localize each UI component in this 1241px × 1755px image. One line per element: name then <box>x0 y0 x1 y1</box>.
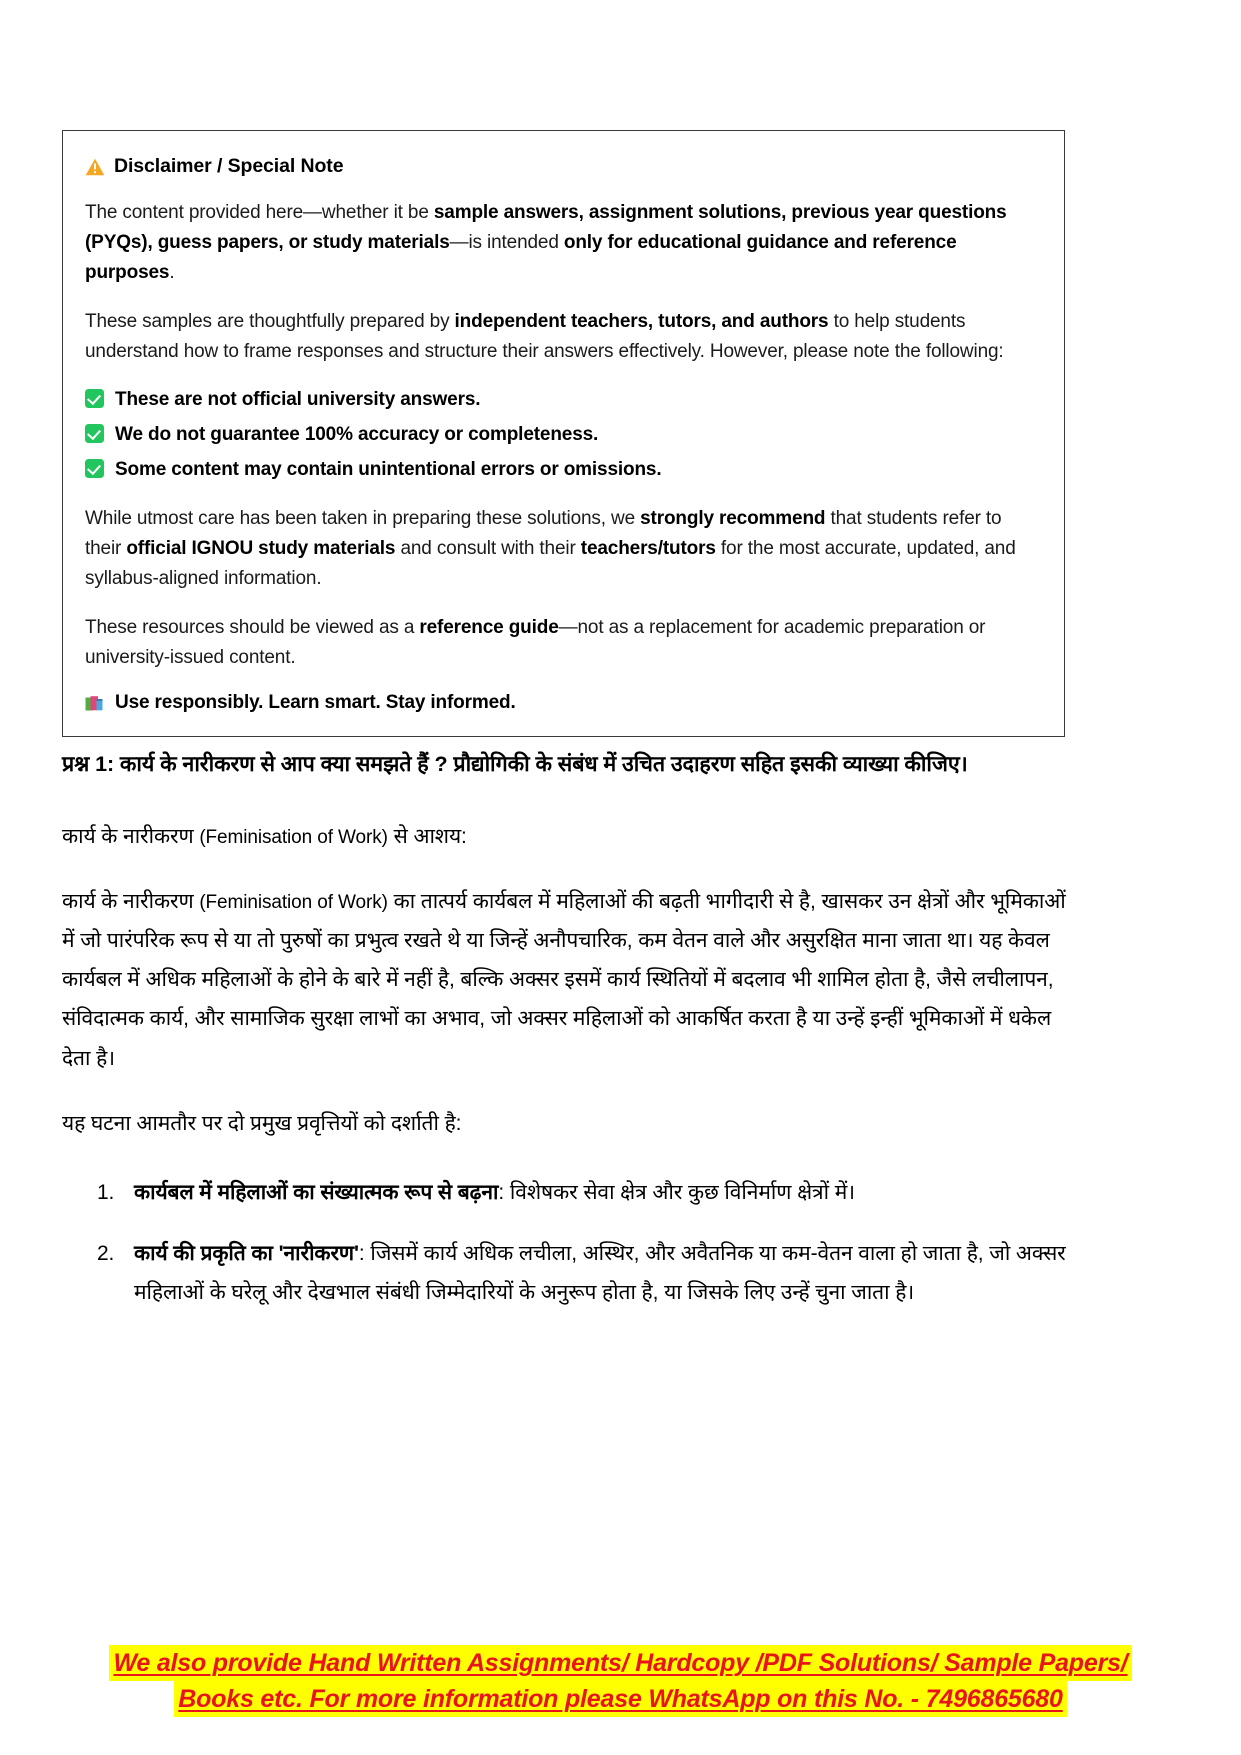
list-item-1-rest: : जिसमें कार्य अधिक लचीला, अस्थिर, और अवैतनिक या कम-वेतन वाला हो जाता है, जो अक्सर महिलाओं के घरेलू और देखभाल संबंधी जिम्मेदारियों के अनुरूप होता है, या जिसके लिए उन्हें चुना जाता है। <box>134 1241 1066 1304</box>
disc-p1-text-b: —is intended <box>449 232 564 254</box>
green-check-icon <box>85 424 104 443</box>
disclaimer-title-row <box>85 155 1040 178</box>
disclaimer-final-text: Use responsibly. Learn smart. Stay informed. <box>115 691 516 713</box>
disc-p3-text-b: that students refer to their <box>85 507 1002 559</box>
answer-numbered-list <box>62 1173 1072 1312</box>
promo-footer-line-1-wrap <box>0 1645 1241 1681</box>
para1-pre: कार्य के नारीकरण <box>62 890 200 914</box>
disc-p3-text-a: While utmost care has been taken in preparing these solutions, we <box>85 507 641 529</box>
para1-post: का तात्पर्य कार्यबल में महिलाओं की बढ़ती भागीदारी से है, खासकर उन क्षेत्रों और भूमिकाओं में जो पारंपरिक रूप से या तो पुरुषों का प्रभुत्व रखते थे या जिन्हें अनौपचारिक, कम वेतन वाले और असुरक्षित माना जाता था। यह केवल कार्यबल में अधिक महिलाओं के होने के बारे में नहीं है, बल्कि अक्सर इसमें कार्य स्थितियों में बदलाव भी शामिल होता है, जैसे लचीलापन, संविदात्मक कार्य, और सामाजिक सुरक्षा लाभों का अभाव, जो अक्सर महिलाओं को आकर्षित करता है या उन्हें इन्हीं भूमिकाओं में धकेल देता है। <box>62 890 1066 1070</box>
promo-footer-line-2-wrap <box>0 1681 1241 1717</box>
checklist-item <box>85 456 1040 485</box>
checklist-item-label: These are not official university answers. <box>115 389 481 411</box>
promo-footer-line-1: We also provide Hand Written Assignments/ Hardcopy /PDF Solutions/ Sample Papers/ <box>109 1645 1131 1681</box>
intro-latin-term: (Feminisation of Work) <box>199 827 388 849</box>
answer-paragraph-2: यह घटना आमतौर पर दो प्रमुख प्रवृत्तियों को दर्शाती है: <box>62 1111 462 1135</box>
disclaimer-paragraph-3 <box>85 504 1040 594</box>
intro-post: से आशय: <box>387 825 467 849</box>
checklist-item <box>85 386 1040 415</box>
disc-p3-text-d: for the most accurate, updated, and syllabus-aligned information. <box>85 537 1016 589</box>
disc-p1-bold-b: only for educational guidance and reference purposes <box>85 232 957 284</box>
disclaimer-paragraph-2 <box>85 307 1040 367</box>
disc-p3-text-c: and consult with their <box>395 537 581 559</box>
disclaimer-checklist <box>85 386 1040 485</box>
disc-p3-bold-a: strongly recommend <box>640 507 826 529</box>
list-item-0-rest: : विशेषकर सेवा क्षेत्र और कुछ विनिर्माण क्षेत्रों में। <box>498 1180 856 1204</box>
disclaimer-paragraph-4 <box>85 613 1040 673</box>
warning-triangle-icon <box>85 158 105 176</box>
disc-p1-text-c: . <box>169 262 175 284</box>
disc-p4-text-a: These resources should be viewed as a <box>85 616 420 638</box>
intro-pre: कार्य के नारीकरण <box>62 825 200 849</box>
disclaimer-title-text: Disclaimer / Special Note <box>114 155 344 177</box>
disclaimer-final-line <box>85 692 1040 714</box>
checklist-item-label: Some content may contain unintentional errors or omissions. <box>115 458 662 480</box>
disc-p4-text-b: —not as a replacement for academic preparation or university-issued content. <box>85 616 986 668</box>
disc-p2-bold-a: independent teachers, tutors, and authors <box>454 311 829 333</box>
answer-content <box>62 745 1072 1334</box>
disc-p2-text-a: These samples are thoughtfully prepared by <box>85 311 455 333</box>
list-item <box>120 1234 1072 1312</box>
para1-latin-term: (Feminisation of Work) <box>199 892 388 914</box>
disc-p1-bold-a: sample answers, assignment solutions, previous year questions (PYQs), guess papers, or study materials <box>85 202 1007 254</box>
answer-intro-line <box>62 817 1072 856</box>
disclaimer-paragraph-1 <box>85 198 1040 288</box>
disc-p1-text-a: The content provided here—whether it be <box>85 202 434 223</box>
list-item-1-bold: कार्य की प्रकृति का 'नारीकरण' <box>134 1241 359 1265</box>
list-item-0-bold: कार्यबल में महिलाओं का संख्यात्मक रूप से बढ़ना <box>134 1180 499 1204</box>
books-icon <box>85 694 105 712</box>
promo-footer <box>0 1645 1241 1717</box>
checklist-item-label: We do not guarantee 100% accuracy or completeness. <box>115 423 599 445</box>
question-heading: प्रश्न 1: कार्य के नारीकरण से आप क्या समझते हैं ? प्रौद्योगिकी के संबंध में उचित उदाहरण सहित इसकी व्याख्या कीजिए। <box>62 752 968 776</box>
list-item <box>120 1173 1072 1212</box>
answer-paragraph-1 <box>62 882 1072 1077</box>
disclaimer-box <box>62 130 1065 737</box>
disc-p2-text-b: to help students understand how to frame responses and structure their answers effectively. However, please note the following: <box>85 311 1004 363</box>
green-check-icon <box>85 459 104 478</box>
disc-p3-bold-c: teachers/tutors <box>580 537 716 559</box>
disc-p4-bold-a: reference guide <box>419 616 559 638</box>
disc-p3-bold-b: official IGNOU study materials <box>126 537 396 559</box>
green-check-icon <box>85 389 104 408</box>
checklist-item <box>85 421 1040 450</box>
promo-footer-line-2: Books etc. For more information please WhatsApp on this No. - 7496865680 <box>174 1681 1066 1717</box>
